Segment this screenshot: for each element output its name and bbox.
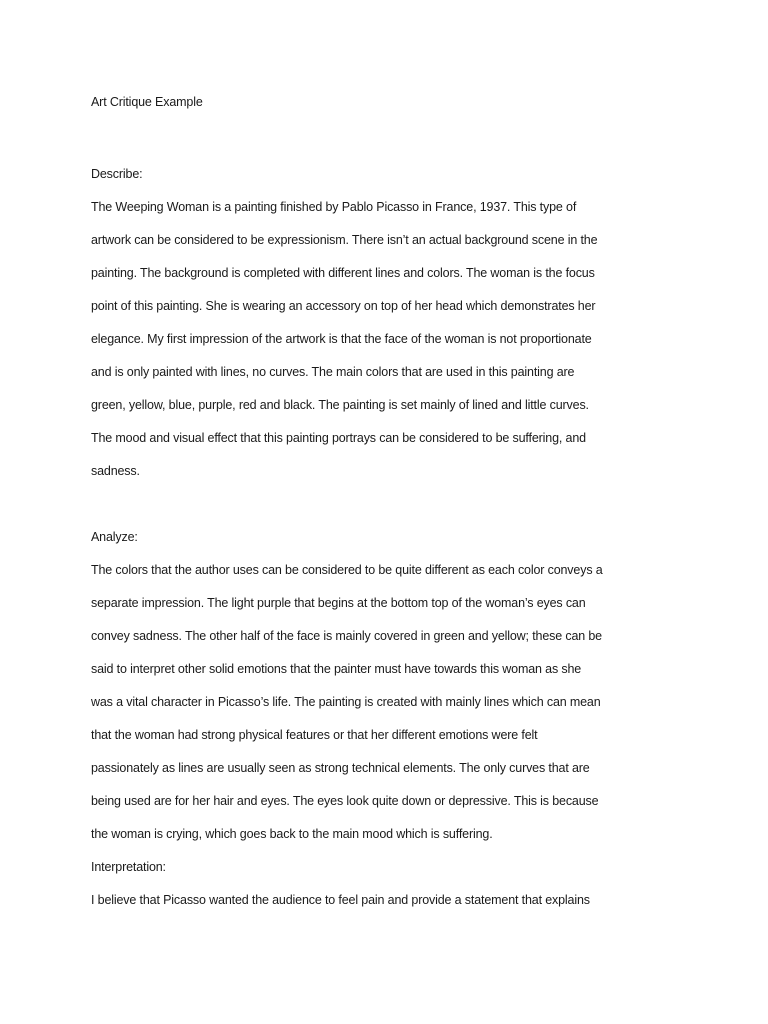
paragraph-line: sadness.: [91, 464, 140, 478]
section-heading-interpretation: Interpretation:: [91, 860, 166, 874]
paragraph-line: The Weeping Woman is a painting finished by Pablo Picasso in France, 1937. This type of: [91, 200, 577, 214]
paragraph-line: The colors that the author uses can be considered to be quite different as each color conveys a: [91, 563, 603, 577]
paragraph-line: green, yellow, blue, purple, red and black. The painting is set mainly of lined and little curves.: [91, 398, 589, 412]
paragraph-line: separate impression. The light purple that begins at the bottom top of the woman’s eyes can: [91, 596, 586, 610]
paragraph-line: point of this painting. She is wearing an accessory on top of her head which demonstrates her: [91, 299, 596, 313]
section-heading-analyze: Analyze:: [91, 530, 138, 544]
paragraph-line: elegance. My first impression of the artwork is that the face of the woman is not proportionate: [91, 332, 592, 346]
document-title: Art Critique Example: [91, 95, 203, 109]
paragraph-line: passionately as lines are usually seen as strong technical elements. The only curves that are: [91, 761, 590, 775]
paragraph-line: that the woman had strong physical features or that her different emotions were felt: [91, 728, 538, 742]
paragraph-line: the woman is crying, which goes back to the main mood which is suffering.: [91, 827, 493, 841]
section-heading-describe: Describe:: [91, 167, 143, 181]
paragraph-line: convey sadness. The other half of the face is mainly covered in green and yellow; these can be: [91, 629, 602, 643]
paragraph-line: was a vital character in Picasso’s life. The painting is created with mainly lines which can mean: [91, 695, 601, 709]
paragraph-line: I believe that Picasso wanted the audience to feel pain and provide a statement that explains: [91, 893, 590, 907]
paragraph-line: artwork can be considered to be expressionism. There isn’t an actual background scene in the: [91, 233, 598, 247]
paragraph-line: being used are for her hair and eyes. The eyes look quite down or depressive. This is because: [91, 794, 599, 808]
paragraph-line: painting. The background is completed with different lines and colors. The woman is the focus: [91, 266, 595, 280]
paragraph-line: The mood and visual effect that this painting portrays can be considered to be suffering, and: [91, 431, 586, 445]
paragraph-line: said to interpret other solid emotions that the painter must have towards this woman as she: [91, 662, 582, 676]
document-body: [91, 90, 691, 921]
paragraph-line: and is only painted with lines, no curves. The main colors that are used in this painting are: [91, 365, 575, 379]
